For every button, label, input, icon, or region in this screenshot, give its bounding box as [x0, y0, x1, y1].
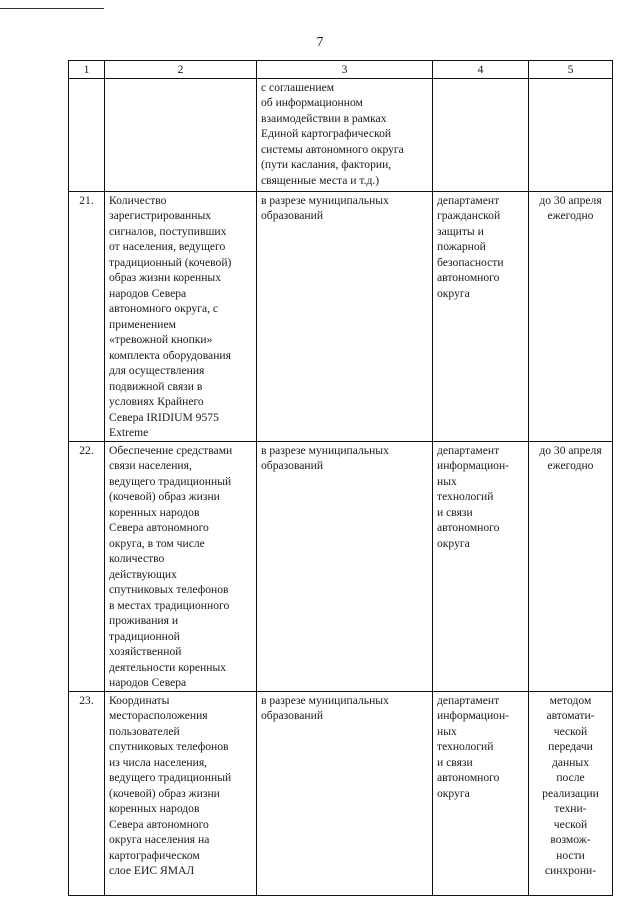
department-cell: департамент информацион- ных технологий и связи автономного округа: [433, 691, 529, 895]
table-row-22: [69, 441, 613, 691]
header-rule: [0, 8, 104, 9]
continuation-indicator-cell: [105, 78, 257, 191]
report-table: [68, 60, 613, 896]
row-number: 22.: [69, 441, 105, 691]
department-cell: департамент гражданской защиты и пожарной безопасности автономного округа: [433, 191, 529, 441]
deadline-cell: методом автомати- ческой передачи данных после реализации техни- ческой возмож- ности синхрони-: [529, 691, 613, 895]
header-col-4: 4: [433, 61, 529, 79]
detail-cell: в разрезе муниципальных образований: [257, 441, 433, 691]
indicator-cell: Координаты месторасположения пользователей спутниковых телефонов из числа населения, ведущего традиционный (кочевой) образ жизни коренных народов Севера автономного округа населения на картографическом слое ЕИС ЯМАЛ: [105, 691, 257, 895]
indicator-cell: Количество зарегистрированных сигналов, поступивших от населения, ведущего традиционный (кочевой) образ жизни коренных народов Севера автономного округа, с применением «тревожной кнопки» комплекта оборудования для осуществления подвижной связи в условиях Крайнего Севера IRIDIUM 9575 Extreme: [105, 191, 257, 441]
table-row-23: [69, 691, 613, 895]
header-col-2: 2: [105, 61, 257, 79]
indicator-cell: Обеспечение средствами связи населения, ведущего традиционный (кочевой) образ жизни коренных народов Севера автономного округа, в том числе количество действующих спутниковых телефонов в местах традиционного проживания и традиционной хозяйственной деятельности коренных народов Севера: [105, 441, 257, 691]
continuation-num-cell: [69, 78, 105, 191]
detail-cell: в разрезе муниципальных образований: [257, 191, 433, 441]
page-number: 7: [316, 35, 324, 50]
continuation-row: [69, 78, 613, 191]
detail-cell: в разрезе муниципальных образований: [257, 691, 433, 895]
header-col-5: 5: [529, 61, 613, 79]
header-col-1: 1: [69, 61, 105, 79]
deadline-cell: до 30 апреля ежегодно: [529, 441, 613, 691]
department-cell: департамент информацион- ных технологий и связи автономного округа: [433, 441, 529, 691]
table-row-21: [69, 191, 613, 441]
deadline-cell: до 30 апреля ежегодно: [529, 191, 613, 441]
row-number: 23.: [69, 691, 105, 895]
header-col-3: 3: [257, 61, 433, 79]
continuation-detail-cell: с соглашением об информационном взаимодействии в рамках Единой картографической системы автономного округа (пути каслания, фактории, священные места и т.д.): [257, 78, 433, 191]
continuation-deadline-cell: [529, 78, 613, 191]
continuation-department-cell: [433, 78, 529, 191]
table-header-row: [69, 61, 613, 79]
row-number: 21.: [69, 191, 105, 441]
